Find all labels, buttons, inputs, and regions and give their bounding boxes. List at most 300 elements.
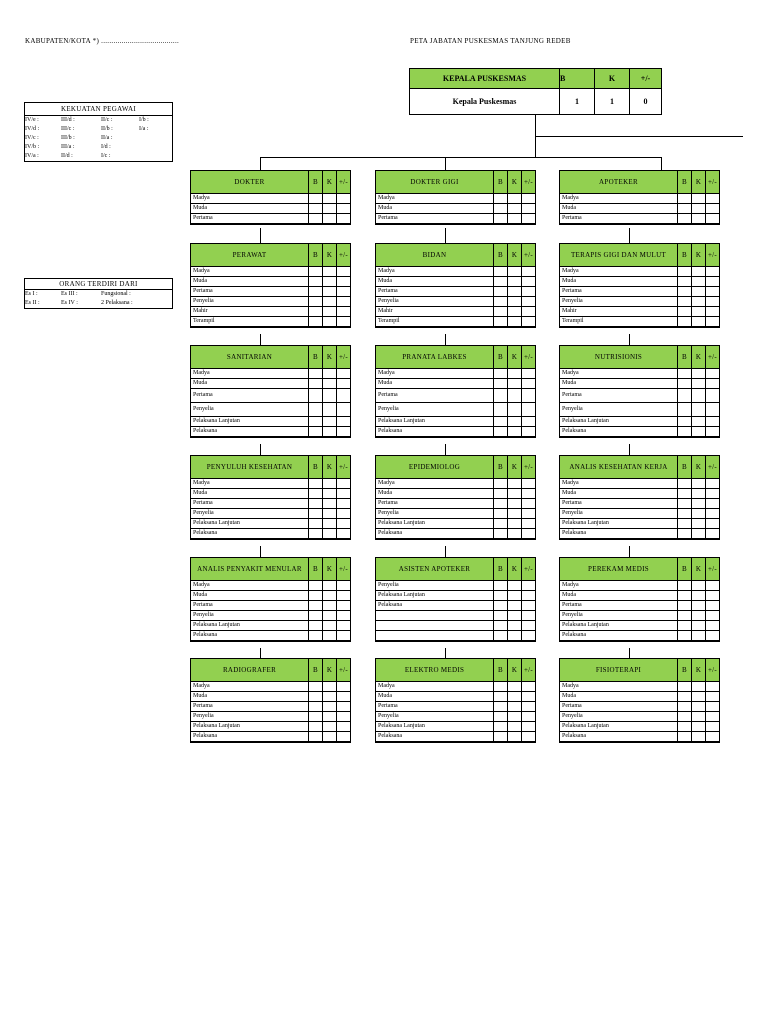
position-row [191,631,351,642]
level-label: Penyelia [191,297,309,307]
value-cell [706,509,720,519]
position-row [376,307,536,317]
value-cell [323,692,337,702]
value-cell [678,499,692,509]
level-label: Muda [191,591,309,601]
orang-cell: Fungsional : [101,291,131,297]
value-cell [309,692,323,702]
value-cell [678,732,692,743]
kekuatan-cell: IV/e : [25,117,39,123]
kekuatan-cell: II/d : [61,153,73,159]
level-label: Pertama [191,499,309,509]
value-cell [706,621,720,631]
position-row [560,297,720,307]
value-cell [337,479,351,489]
level-label: Muda [560,379,678,389]
value-cell [508,732,522,743]
kekuatan-cell: I/d : [101,144,111,150]
position-row [191,702,351,712]
value-cell [309,591,323,601]
position-row [560,427,720,438]
value-cell [678,427,692,438]
value-cell [337,369,351,379]
position-row [376,702,536,712]
value-cell [323,489,337,499]
position-row [560,722,720,732]
value-cell [522,712,536,722]
value-cell [522,601,536,611]
value-cell [323,581,337,591]
col-k: K [692,659,706,682]
value-cell [309,682,323,692]
orang-cell: Es II : [25,300,40,306]
value-cell [508,581,522,591]
value-cell [323,732,337,743]
position-title: SANITARIAN [191,346,309,369]
value-cell [692,297,706,307]
position-row [376,214,536,225]
value-cell [706,489,720,499]
position-row [376,722,536,732]
value-cell [508,214,522,225]
level-label: Madya [376,369,494,379]
position-title: ELEKTRO MEDIS [376,659,494,682]
position-row [560,631,720,642]
value-cell [337,509,351,519]
col-pm: +/- [337,346,351,369]
value-cell [323,519,337,529]
value-cell [678,712,692,722]
position-row [560,499,720,509]
value-cell [522,581,536,591]
value-cell [692,287,706,297]
value-cell [706,307,720,317]
level-label: Penyelia [376,403,494,417]
value-cell [706,591,720,601]
level-label: Madya [560,194,678,204]
value-cell [337,682,351,692]
value-cell [337,529,351,540]
position-box [190,455,351,540]
value-cell [706,379,720,389]
value-cell [678,379,692,389]
level-label: Muda [191,277,309,287]
value-cell [692,489,706,499]
value-cell [309,403,323,417]
value-cell [508,297,522,307]
value-cell [309,702,323,712]
level-label: Pelaksana Lanjutan [376,722,494,732]
value-cell [337,722,351,732]
col-b: B [309,244,323,267]
value-cell [706,287,720,297]
value-cell [522,479,536,489]
value-cell [309,581,323,591]
kepala-table [409,68,662,115]
connector-vertical [260,334,261,345]
connector-vertical [260,444,261,455]
value-cell [323,509,337,519]
value-cell [508,277,522,287]
connector-vertical [445,228,446,243]
level-label: Pelaksana [376,732,494,743]
value-cell [494,682,508,692]
position-box [190,243,351,328]
value-cell [678,529,692,540]
col-k: K [508,659,522,682]
position-row [560,712,720,722]
value-cell [494,732,508,743]
connector-vertical [260,648,261,658]
value-cell [692,732,706,743]
page-title: PETA JABATAN PUSKESMAS TANJUNG REDEB [410,37,571,45]
value-cell [678,722,692,732]
value-cell [309,601,323,611]
value-cell [323,369,337,379]
level-label: Muda [376,489,494,499]
connector-horizontal [260,157,661,158]
col-b: B [678,244,692,267]
orang-row [25,290,172,299]
position-row [376,267,536,277]
value-cell [706,712,720,722]
position-row [560,204,720,214]
position-row [191,389,351,403]
position-row [376,379,536,389]
value-cell [508,369,522,379]
level-label: Pelaksana Lanjutan [191,519,309,529]
col-pm: +/- [706,456,720,479]
col-pm: +/- [337,456,351,479]
value-cell [337,601,351,611]
level-label: Pelaksana Lanjutan [376,417,494,427]
kekuatan-cell: IV/a : [25,153,39,159]
value-cell [508,194,522,204]
position-title: TERAPIS GIGI DAN MULUT [560,244,678,267]
value-cell [309,712,323,722]
value-cell [522,732,536,743]
value-cell [323,499,337,509]
level-label: Pelaksana Lanjutan [560,722,678,732]
value-cell [522,297,536,307]
value-cell [494,601,508,611]
value-cell [508,317,522,328]
connector-vertical [445,334,446,345]
value-cell [508,389,522,403]
level-label: Penyelia [376,712,494,722]
position-row [560,267,720,277]
value-cell [706,427,720,438]
value-cell [692,403,706,417]
value-cell [678,417,692,427]
value-cell [337,591,351,601]
position-row [191,204,351,214]
value-cell [678,621,692,631]
level-label: Pertama [191,702,309,712]
value-cell [494,369,508,379]
value-cell [309,417,323,427]
value-cell [323,389,337,403]
kepala-col-pm: +/- [630,69,662,89]
col-pm: +/- [522,346,536,369]
value-cell [309,214,323,225]
value-cell [508,722,522,732]
value-cell [508,601,522,611]
value-cell [692,519,706,529]
value-cell [494,427,508,438]
position-row [376,479,536,489]
value-cell [309,369,323,379]
value-cell [522,267,536,277]
value-cell [692,389,706,403]
position-box [559,170,720,225]
value-cell [522,722,536,732]
value-cell [494,509,508,519]
value-cell [494,194,508,204]
position-row [560,287,720,297]
value-cell [678,702,692,712]
value-cell [309,509,323,519]
value-cell [309,379,323,389]
value-cell [494,389,508,403]
value-cell [309,267,323,277]
value-cell [522,692,536,702]
position-row [191,509,351,519]
position-row [191,297,351,307]
kekuatan-row [25,125,172,134]
kekuatan-cell: IV/d : [25,126,40,132]
level-label: Penyelia [560,509,678,519]
value-cell [494,631,508,642]
level-label: Pertama [560,601,678,611]
value-cell [522,307,536,317]
position-row [560,529,720,540]
position-row [191,591,351,601]
value-cell [337,267,351,277]
value-cell [323,621,337,631]
value-cell [522,317,536,328]
value-cell [678,519,692,529]
value-cell [337,611,351,621]
value-cell [337,214,351,225]
value-cell [508,479,522,489]
col-k: K [692,558,706,581]
orang-title: ORANG TERDIRI DARI [25,279,172,290]
connector-middle [445,157,446,170]
value-cell [678,581,692,591]
value-cell [522,417,536,427]
position-box [190,658,351,743]
position-box [559,243,720,328]
value-cell [692,379,706,389]
value-cell [678,297,692,307]
col-k: K [692,346,706,369]
position-row [191,499,351,509]
value-cell [309,631,323,642]
col-k: K [692,244,706,267]
value-cell [309,317,323,328]
connector-vertical [445,546,446,557]
level-label: Pertama [376,702,494,712]
value-cell [309,297,323,307]
position-row [560,601,720,611]
value-cell [494,214,508,225]
level-label: Pelaksana Lanjutan [376,519,494,529]
orang-row [25,299,172,308]
level-label: Madya [560,581,678,591]
value-cell [678,317,692,328]
level-label: Pelaksana Lanjutan [191,417,309,427]
col-b: B [309,171,323,194]
position-row [191,369,351,379]
value-cell [494,591,508,601]
value-cell [522,427,536,438]
value-cell [337,692,351,702]
value-cell [692,479,706,489]
value-cell [494,479,508,489]
value-cell [692,417,706,427]
value-cell [508,529,522,540]
position-title: BIDAN [376,244,494,267]
connector-right [661,157,662,170]
level-label: Penyelia [560,611,678,621]
value-cell [323,591,337,601]
level-label: Penyelia [191,509,309,519]
value-cell [706,702,720,712]
value-cell [323,611,337,621]
value-cell [494,499,508,509]
value-cell [706,403,720,417]
level-label: Mahir [191,307,309,317]
value-cell [337,489,351,499]
value-cell [692,631,706,642]
value-cell [706,214,720,225]
level-label: Pertama [560,389,678,403]
level-label: Pelaksana [560,732,678,743]
level-label: Muda [376,277,494,287]
value-cell [692,591,706,601]
col-b: B [494,346,508,369]
value-cell [309,732,323,743]
value-cell [508,509,522,519]
position-box [190,345,351,438]
value-cell [692,204,706,214]
value-cell [494,581,508,591]
level-label: Muda [560,489,678,499]
value-cell [494,519,508,529]
col-pm: +/- [706,659,720,682]
level-label: Pelaksana [376,601,494,611]
value-cell [494,317,508,328]
kekuatan-row [25,152,172,161]
position-row [560,732,720,743]
value-cell [337,702,351,712]
value-cell [508,631,522,642]
level-label: Penyelia [560,403,678,417]
col-b: B [494,659,508,682]
value-cell [678,307,692,317]
position-row [560,389,720,403]
value-cell [678,214,692,225]
value-cell [678,204,692,214]
level-label [376,611,494,621]
connector-vertical [629,334,630,345]
value-cell [494,722,508,732]
position-row [191,712,351,722]
level-label [376,631,494,642]
level-label: Madya [191,479,309,489]
position-row [191,277,351,287]
value-cell [522,499,536,509]
kepala-row-label: Kepala Puskesmas [410,89,560,115]
position-row [560,621,720,631]
value-cell [309,499,323,509]
level-label: Penyelia [376,297,494,307]
position-row [376,499,536,509]
position-row [191,194,351,204]
position-row [376,389,536,403]
level-label: Madya [376,479,494,489]
position-row [191,581,351,591]
value-cell [508,287,522,297]
level-label: Penyelia [191,712,309,722]
col-b: B [309,456,323,479]
position-row [376,317,536,328]
level-label: Pelaksana [560,631,678,642]
connector-vertical [629,444,630,455]
position-row [560,379,720,389]
kekuatan-cell: III/d : [61,117,75,123]
value-cell [706,297,720,307]
col-b: B [678,456,692,479]
value-cell [522,204,536,214]
position-row [191,621,351,631]
value-cell [522,379,536,389]
value-cell [337,317,351,328]
value-cell [508,267,522,277]
level-label: Muda [191,379,309,389]
orang-cell: 2 Pelaksana : [101,300,133,306]
level-label: Madya [376,682,494,692]
position-row [376,277,536,287]
position-title: DOKTER [191,171,309,194]
level-label: Pertama [376,214,494,225]
value-cell [522,621,536,631]
value-cell [337,712,351,722]
col-k: K [692,171,706,194]
level-label: Pelaksana [191,427,309,438]
value-cell [522,702,536,712]
value-cell [522,389,536,403]
value-cell [309,529,323,540]
position-row [191,214,351,225]
value-cell [706,611,720,621]
col-pm: +/- [706,558,720,581]
col-k: K [323,558,337,581]
level-label: Pertama [191,287,309,297]
level-label: Pelaksana [376,529,494,540]
value-cell [309,287,323,297]
kepala-k: 1 [595,89,630,115]
value-cell [494,287,508,297]
value-cell [337,403,351,417]
value-cell [678,489,692,499]
level-label: Pelaksana [560,529,678,540]
value-cell [337,204,351,214]
value-cell [323,479,337,489]
orang-cell: Es III : [61,291,78,297]
value-cell [337,519,351,529]
